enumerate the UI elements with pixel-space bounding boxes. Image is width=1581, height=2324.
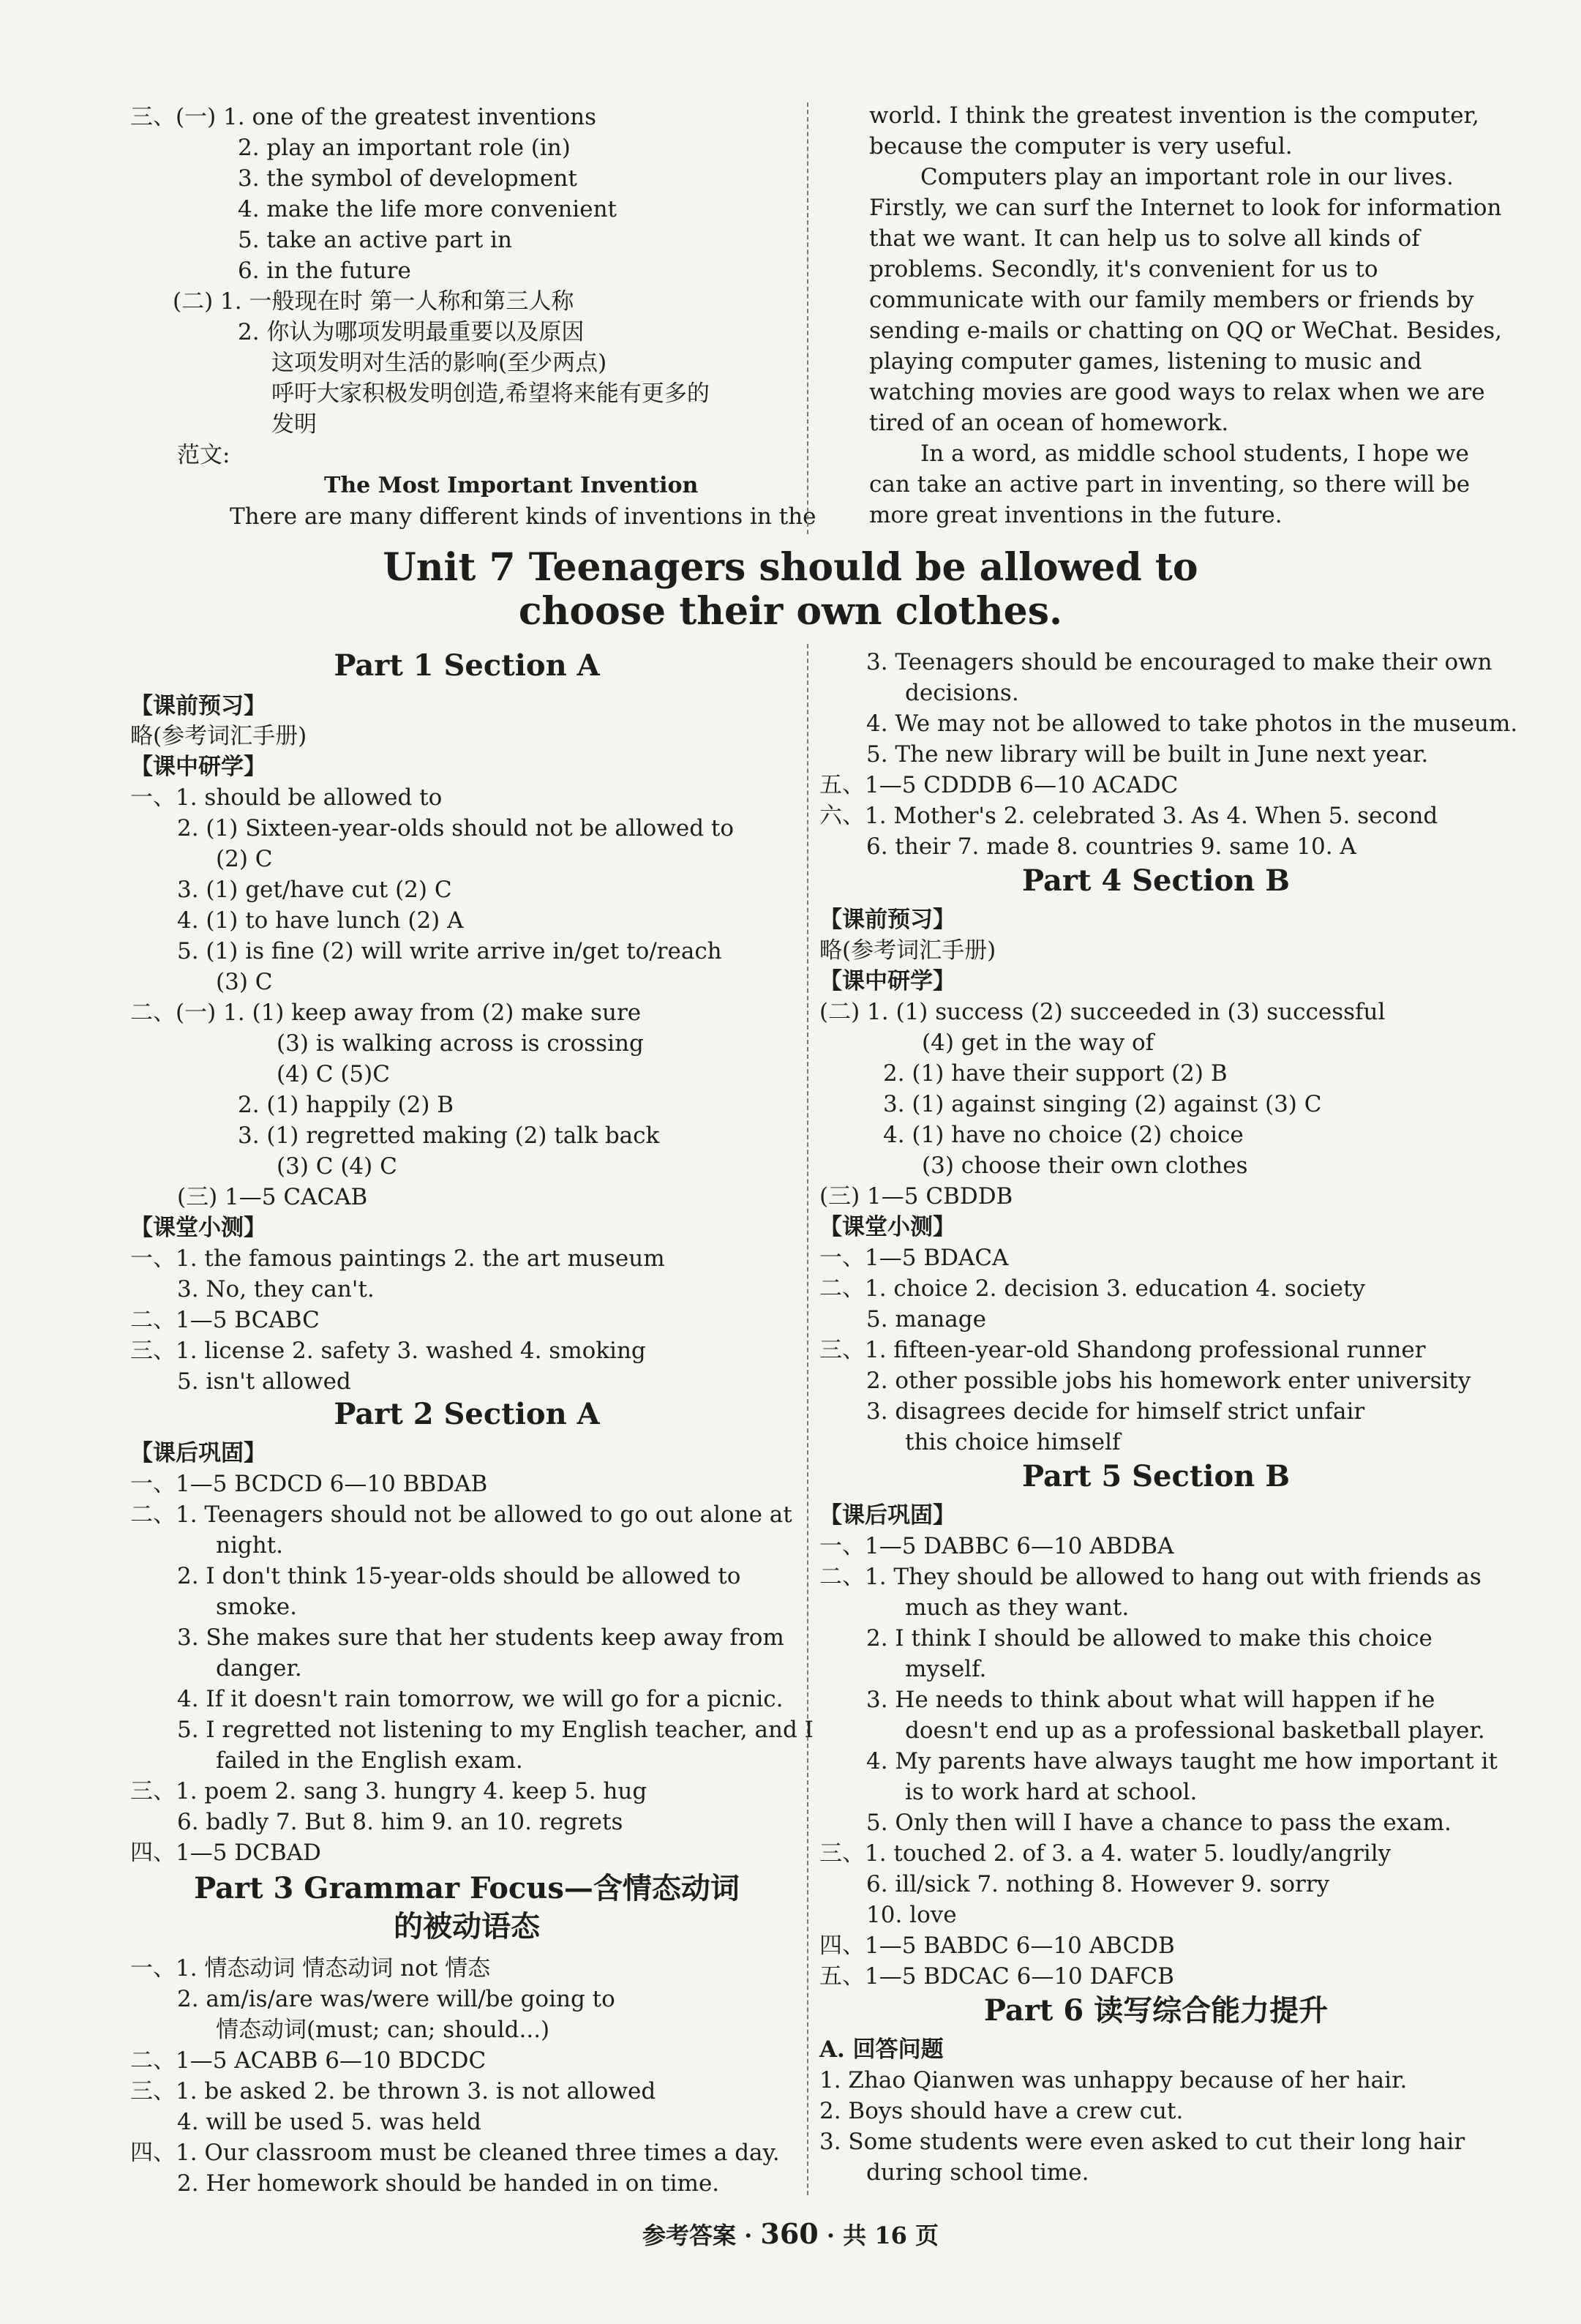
- answer-line: 呼吁大家积极发明创造,希望将来能有更多的: [271, 381, 710, 407]
- subsection-label: 【课前预习】: [819, 907, 955, 933]
- answer-line: 2. (1) have their support (2) B: [883, 1060, 1228, 1087]
- answer-line: 4. My parents have always taught me how important it: [866, 1748, 1498, 1774]
- answer-line: 4. If it doesn't rain tomorrow, we will go for a picnic.: [177, 1686, 784, 1712]
- answer-line: 2. I think I should be allowed to make this choice: [866, 1625, 1432, 1652]
- answer-line: 3. He needs to think about what will happen if he: [866, 1687, 1435, 1713]
- answer-line: 3. (1) get/have cut (2) C: [177, 877, 452, 903]
- answer-line: 三、1. fifteen-year-old Shandong professional runner: [819, 1337, 1426, 1363]
- answer-line: 10. love: [866, 1902, 957, 1928]
- answer-line: myself.: [905, 1656, 987, 1682]
- sample-label: 范文:: [177, 442, 230, 468]
- answer-line: 4. will be used 5. was held: [177, 2109, 481, 2135]
- answer-line: 三、1. poem 2. sang 3. hungry 4. keep 5. hug: [130, 1778, 647, 1804]
- answer-line: night.: [216, 1532, 284, 1559]
- answer-line: 2. (1) happily (2) B: [238, 1092, 454, 1118]
- answer-line: this choice himself: [905, 1429, 1121, 1455]
- essay-line: Computers play an important role in our lives.: [920, 164, 1454, 190]
- answer-line: 5. Only then will I have a chance to pass the exam.: [866, 1810, 1452, 1836]
- answer-line: 一、1. the famous paintings 2. the art museum: [130, 1245, 665, 1272]
- answer-line: 2. 你认为哪项发明最重要以及原因: [238, 319, 585, 345]
- unit-title-line2: choose their own clothes.: [518, 589, 1063, 634]
- answer-line: 5. manage: [866, 1306, 986, 1332]
- answer-line: 3. Some students were even asked to cut their long hair: [819, 2129, 1465, 2155]
- footer-dot: ·: [826, 2222, 835, 2249]
- answer-line: (三) 1—5 CACAB: [177, 1184, 368, 1210]
- essay-line: sending e-mails or chatting on QQ or WeChat. Besides,: [869, 318, 1502, 344]
- essay-line: world. I think the greatest invention is the computer,: [869, 102, 1479, 129]
- answer-line: 3. Teenagers should be encouraged to make their own: [866, 649, 1492, 675]
- answer-line: 四、1. Our classroom must be cleaned three times a day.: [130, 2140, 780, 2166]
- essay-line: playing computer games, listening to music and: [869, 348, 1422, 375]
- answer-line: 4. (1) to have lunch (2) A: [177, 907, 464, 934]
- answer-line: 四、1—5 DCBAD: [130, 1840, 321, 1866]
- answer-line: 一、1—5 DABBC 6—10 ABDBA: [819, 1533, 1174, 1559]
- answer-line: (3) C: [216, 969, 273, 995]
- answer-line: 3. the symbol of development: [238, 165, 577, 192]
- answer-line: 发明: [271, 411, 317, 438]
- answer-line: 一、1. 情态动词 情态动词 not 情态: [130, 1955, 491, 1982]
- answer-line: 6. their 7. made 8. countries 9. same 10. A: [866, 833, 1356, 860]
- answer-line: is to work hard at school.: [905, 1779, 1198, 1805]
- answer-line: 5. isn't allowed: [177, 1368, 351, 1395]
- essay-line: problems. Secondly, it's convenient for us to: [869, 256, 1378, 282]
- answer-line: (2) C: [216, 846, 273, 872]
- answer-line: 5. take an active part in: [238, 227, 512, 253]
- answer-line: (3) is walking across is crossing: [277, 1030, 644, 1057]
- subsection-label: 【课前预习】: [130, 693, 266, 719]
- subsection-label: 【课中研学】: [819, 968, 955, 994]
- answer-line: 5. The new library will be built in June next year.: [866, 741, 1429, 768]
- subsection-label: A. 回答问题: [819, 2036, 944, 2063]
- answer-line: 4. (1) have no choice (2) choice: [883, 1122, 1244, 1148]
- answer-line: 2. I don't think 15-year-olds should be allowed to: [177, 1563, 741, 1589]
- essay-line: tired of an ocean of homework.: [869, 410, 1229, 436]
- footer-label: 参考答案: [642, 2222, 736, 2249]
- answer-line: smoke.: [216, 1594, 297, 1620]
- answer-line: 3. No, they can't.: [177, 1276, 375, 1302]
- essay-line: There are many different kinds of inventions in the: [230, 503, 816, 530]
- page-number: 360: [760, 2217, 819, 2250]
- answer-line: 2. other possible jobs his homework enter university: [866, 1368, 1471, 1394]
- main-left-column: [130, 648, 814, 2197]
- main-right-column: [819, 649, 1518, 2195]
- answer-line: 1. Zhao Qianwen was unhappy because of her hair.: [819, 2067, 1408, 2094]
- answer-line: 6. ill/sick 7. nothing 8. However 9. sorry: [866, 1871, 1330, 1897]
- answer-line: 五、1—5 BDCAC 6—10 DAFCB: [819, 1963, 1174, 1990]
- answer-line: danger.: [216, 1655, 302, 1682]
- answer-line: 四、1—5 BABDC 6—10 ABCDB: [819, 1933, 1175, 1959]
- answer-line: 三、(一) 1. one of the greatest inventions: [130, 104, 597, 130]
- unit-title-line1: Unit 7 Teenagers should be allowed to: [383, 545, 1198, 590]
- answer-line: 情态动词(must; can; should...): [216, 2017, 550, 2043]
- answer-line: 2. Boys should have a crew cut.: [819, 2098, 1184, 2124]
- page-footer: [0, 2217, 1581, 2251]
- essay-line: that we want. It can help us to solve all kinds of: [869, 225, 1420, 252]
- answer-line: 六、1. Mother's 2. celebrated 3. As 4. When 5. second: [819, 803, 1438, 829]
- subsection-label: 【课中研学】: [130, 754, 266, 780]
- answer-line: (4) get in the way of: [922, 1030, 1154, 1056]
- answer-line: 2. (1) Sixteen-year-olds should not be allowed to: [177, 815, 735, 841]
- answer-line: 2. play an important role (in): [238, 135, 571, 161]
- answer-line: 6. in the future: [238, 258, 411, 284]
- answer-line: 3. disagrees decide for himself strict unfair: [866, 1398, 1365, 1425]
- answer-line: 三、1. license 2. safety 3. washed 4. smoking: [130, 1338, 646, 1364]
- answer-line: decisions.: [905, 680, 1019, 706]
- subsection-label: 【课后巩固】: [819, 1502, 955, 1529]
- answer-line: 一、1—5 BCDCD 6—10 BBDAB: [130, 1471, 488, 1497]
- essay-line: more great inventions in the future.: [869, 502, 1283, 528]
- essay-line: Firstly, we can surf the Internet to look for information: [869, 195, 1502, 221]
- main-column-divider: [807, 644, 808, 2195]
- answer-line: failed in the English exam.: [216, 1747, 523, 1774]
- essay-title: The Most Important Invention: [324, 473, 699, 498]
- section-heading: Part 5 Section B: [1021, 1459, 1290, 1493]
- answer-line: much as they want.: [905, 1594, 1130, 1621]
- subsection-label: 【课后巩固】: [130, 1440, 266, 1466]
- answer-line: 3. (1) regretted making (2) talk back: [238, 1122, 660, 1149]
- subsection-label: 【课堂小测】: [130, 1215, 266, 1241]
- section-heading: Part 2 Section A: [334, 1397, 600, 1431]
- answer-line: 二、1—5 BCABC: [130, 1307, 320, 1333]
- answer-line: 二、1. They should be allowed to hang out with friends as: [819, 1564, 1482, 1590]
- answer-line: during school time.: [866, 2159, 1089, 2186]
- essay-line: can take an active part in inventing, so there will be: [869, 471, 1471, 498]
- answer-line: 三、1. touched 2. of 3. a 4. water 5. loudly/angrily: [819, 1840, 1392, 1867]
- essay-line: In a word, as middle school students, I hope we: [920, 441, 1469, 467]
- answer-line: 5. I regretted not listening to my English teacher, and I: [177, 1717, 814, 1743]
- section-heading: 的被动语态: [394, 1909, 540, 1943]
- essay-line: watching movies are good ways to relax when we are: [869, 379, 1485, 405]
- answer-line: 二、1. Teenagers should not be allowed to go out alone at: [130, 1502, 792, 1528]
- page-total: 共 16 页: [843, 2222, 939, 2249]
- answer-line: (4) C (5)C: [277, 1061, 390, 1087]
- subsection-label: 【课堂小测】: [819, 1214, 955, 1240]
- answer-line: 略(参考词汇手册): [130, 723, 307, 749]
- answer-line: 3. She makes sure that her students keep away from: [177, 1624, 784, 1651]
- answer-line: 一、1. should be allowed to: [130, 784, 443, 811]
- answer-line: 3. (1) against singing (2) against (3) C: [883, 1091, 1322, 1117]
- section-heading: Part 6 读写综合能力提升: [983, 1993, 1329, 2028]
- answer-line: 三、1. be asked 2. be thrown 3. is not allowed: [130, 2078, 656, 2104]
- answer-line: (二) 1. 一般现在时 第一人称和第三人称: [173, 288, 574, 315]
- essay-line: communicate with our family members or friends by: [869, 287, 1474, 313]
- essay-line: because the computer is very useful.: [869, 133, 1293, 160]
- answer-line: 4. We may not be allowed to take photos in the museum.: [866, 711, 1518, 737]
- answer-line: doesn't end up as a professional basketball player.: [905, 1717, 1485, 1744]
- answer-line: (3) C (4) C: [277, 1153, 397, 1180]
- answer-line: (3) choose their own clothes: [922, 1152, 1248, 1179]
- answer-line: 6. badly 7. But 8. him 9. an 10. regrets: [177, 1809, 623, 1835]
- footer-dot: ·: [744, 2222, 753, 2249]
- answer-line: 5. (1) is fine (2) will write arrive in/get to/reach: [177, 938, 722, 964]
- answer-line: 2. am/is/are was/were will/be going to: [177, 1986, 615, 2012]
- top-left-column: [130, 104, 816, 531]
- section-heading: Part 3 Grammar Focus—含情态动词: [194, 1871, 740, 1905]
- section-heading: Part 4 Section B: [1021, 863, 1290, 898]
- answer-line: 4. make the life more convenient: [238, 196, 617, 222]
- answer-line: (二) 1. (1) success (2) succeeded in (3) successful: [819, 999, 1386, 1025]
- answer-line: 二、1. choice 2. decision 3. education 4. society: [819, 1275, 1365, 1302]
- answer-line: 一、1—5 BDACA: [819, 1245, 1009, 1271]
- answer-line: 略(参考词汇手册): [819, 937, 996, 964]
- top-column-divider: [807, 102, 808, 534]
- answer-line: 二、1—5 ACABB 6—10 BDCDC: [130, 2047, 487, 2074]
- answer-line: (三) 1—5 CBDDB: [819, 1183, 1013, 1210]
- section-heading: Part 1 Section A: [334, 648, 600, 683]
- top-right-column: [869, 102, 1502, 529]
- answer-line: 2. Her homework should be handed in on time.: [177, 2170, 720, 2197]
- answer-line: 这项发明对生活的影响(至少两点): [271, 350, 607, 376]
- answer-line: 五、1—5 CDDDB 6—10 ACADC: [819, 772, 1179, 798]
- answer-line: 二、(一) 1. (1) keep away from (2) make sure: [130, 1000, 642, 1026]
